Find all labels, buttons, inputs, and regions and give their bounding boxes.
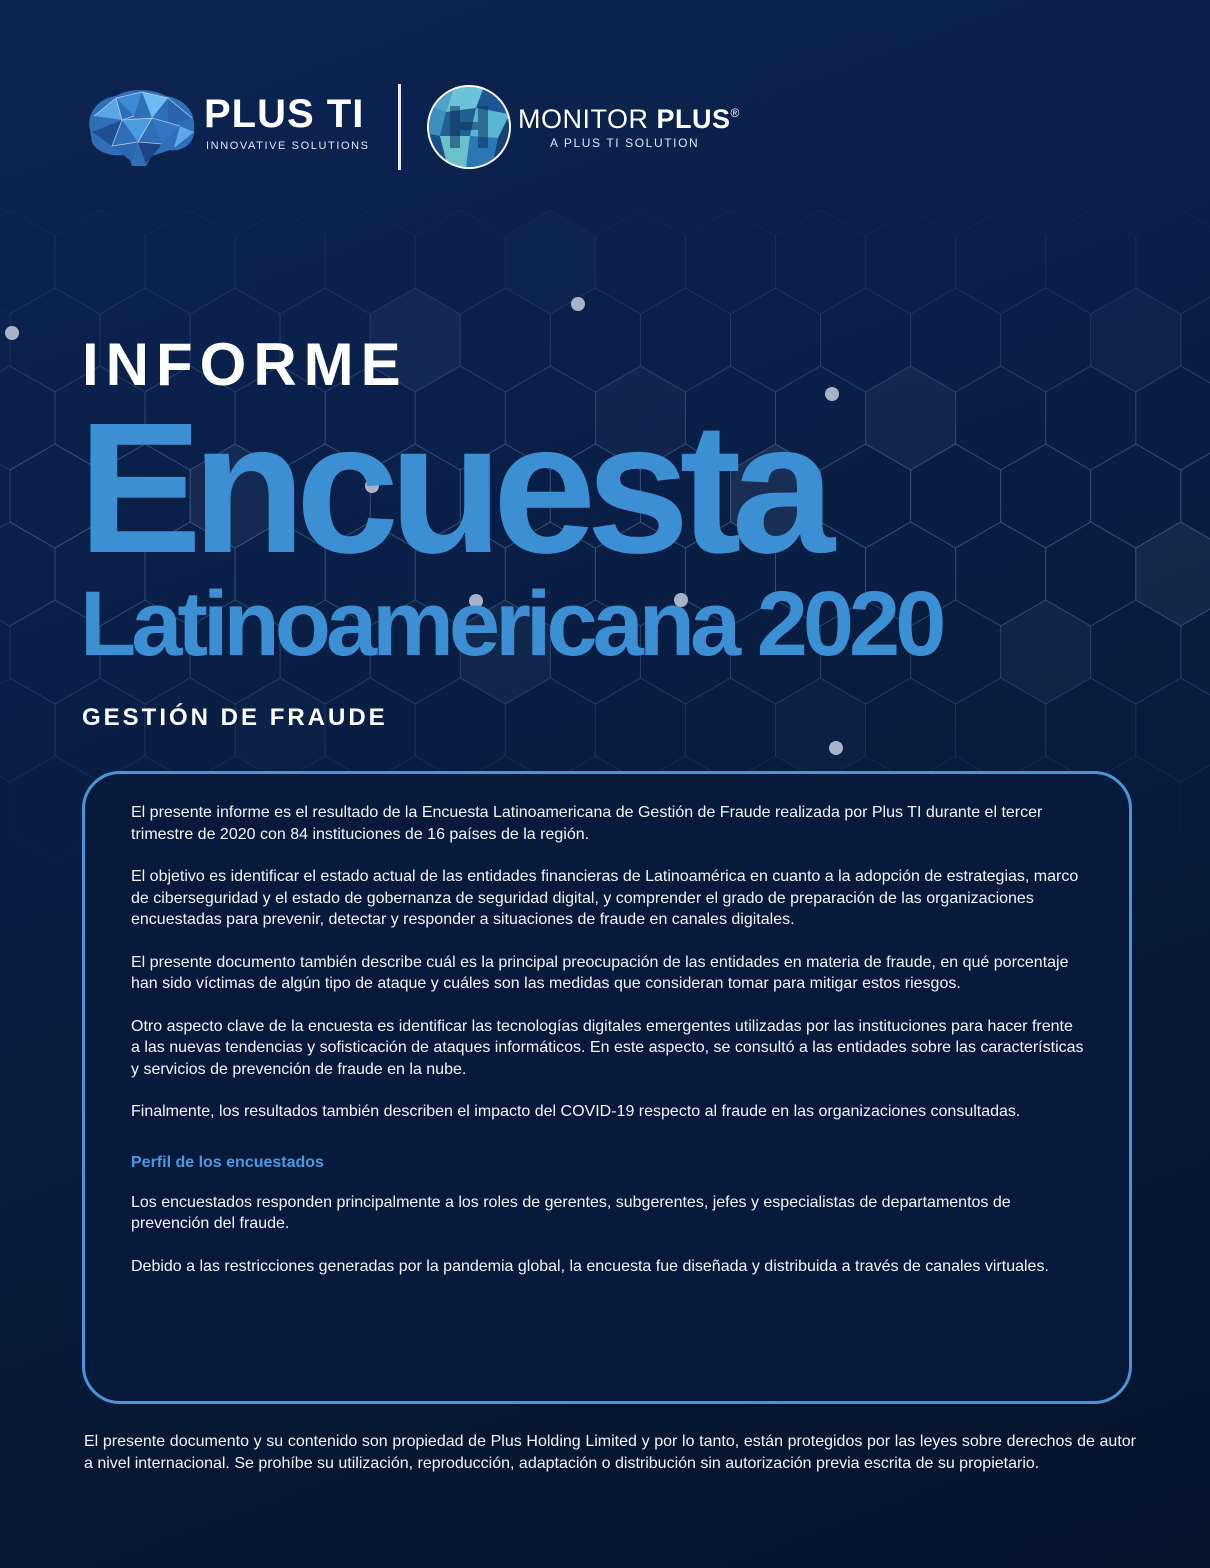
hex-cell (595, 210, 685, 314)
technology-paragraph: Otro aspecto clave de la encuesta es identificar las tecnologías digitales emergentes utilizadas por las instituciones para hacer frente a las nuevas tendencias y sofisticación de ataques informáticos. En este aspecto, se consultó a las entidades sobre las características y servicios de prevención de fraude en la nube. (131, 1017, 1084, 1078)
hex-cell (956, 366, 1046, 470)
hex-cell (0, 366, 55, 470)
profile-method-paragraph: Debido a las restricciones generadas por la pandemia global, la encuesta fue diseñada y distribuida a través de canales virtuales. (131, 1257, 1049, 1275)
objective-paragraph: El objetivo es identificar el estado actual de las entidades financieras de Latinoamérica en cuanto a la adopción de estrategias, marco de ciberseguridad y el estado de gobernanza de seguridad digital, y comprender el grado de preparación de las organizaciones encuestadas para prevenir, detectar y responder a situaciones de fraude en canales digitales. (131, 868, 1079, 928)
hex-cell (866, 210, 956, 314)
hex-fill (866, 366, 956, 470)
hex-cell (55, 210, 145, 314)
monitor-plus-wordmark: MONITOR PLUS® (518, 104, 740, 134)
hex-fill (1136, 522, 1210, 626)
hex-cell (0, 678, 55, 782)
plus-ti-tagline: INNOVATIVE SOLUTIONS (206, 140, 370, 152)
profile-heading: Perfil de los encuestados (131, 1153, 324, 1171)
report-subtitle: GESTIÓN DE FRAUDE (82, 704, 388, 731)
title-line-2: Latinoamericana 2020 (80, 573, 942, 675)
hex-cell (1181, 288, 1210, 392)
covid-paragraph: Finalmente, los resultados también describen el impacto del COVID-19 respecto al fraude en las organizaciones consultadas. (131, 1103, 1021, 1120)
hex-cell (1001, 288, 1091, 392)
hex-cell (685, 210, 775, 314)
hex-fill (1001, 600, 1091, 704)
hex-cell (145, 210, 235, 314)
network-node-dot (571, 297, 585, 311)
brain-logo-icon (82, 86, 200, 168)
hex-cell (866, 678, 956, 782)
hex-cell (235, 210, 325, 314)
network-node-dot (825, 387, 839, 401)
concern-paragraph: El presente documento también describe cuál es la principal preocupación de las entidades en materia de fraude, en qué porcentaje han sido víctimas de algún tipo de ataque y cuáles son las medidas que consideran tomar para mitigar estos riesgos. (131, 953, 1069, 992)
hex-cell (595, 678, 685, 782)
hex-fill (776, 678, 866, 782)
hex-cell (0, 210, 55, 314)
hex-cell (1001, 444, 1091, 548)
summary-box (82, 771, 1132, 1404)
network-node-dot (829, 741, 843, 755)
report-label: INFORME (82, 331, 408, 398)
hex-cell (731, 288, 821, 392)
title-line-1: Encuesta (78, 385, 826, 592)
plus-ti-logo (82, 86, 382, 168)
hex-cell (685, 678, 775, 782)
hex-cell (1181, 756, 1210, 860)
logo-divider (398, 84, 401, 170)
hex-cell (1136, 678, 1210, 782)
hex-cell (776, 210, 866, 314)
monitor-plus-tagline: A PLUS TI SOLUTION (550, 136, 700, 150)
network-node-dot (5, 326, 19, 340)
hex-cell (0, 522, 55, 626)
monitor-plus-logo (426, 84, 766, 170)
hexagon-globe-logo-icon (426, 84, 512, 170)
copyright-notice: El presente documento y su contenido son propiedad de Plus Holding Limited y por lo tanto, están protegidos por las leyes sobre derechos de autor a nivel internacional. Se prohíbe su utilización, reproducción, adaptación o distribución sin autorización previa escrita de su propietario. (84, 1433, 1136, 1472)
hex-cell (956, 210, 1046, 314)
profile-roles-paragraph: Los encuestados responden principalmente a los roles de gerentes, subgerentes, jefes y especialistas de departamentos de prevención del fraude. (131, 1193, 1011, 1232)
hex-fill (1091, 288, 1181, 392)
plus-ti-wordmark: PLUS TI (204, 92, 365, 136)
intro-paragraph: El presente informe es el resultado de la Encuesta Latinoamericana de Gestión de Fraude realizada por Plus TI durante el tercer trimestre de 2020 con 84 instituciones de 16 países de la región. (131, 804, 1043, 843)
